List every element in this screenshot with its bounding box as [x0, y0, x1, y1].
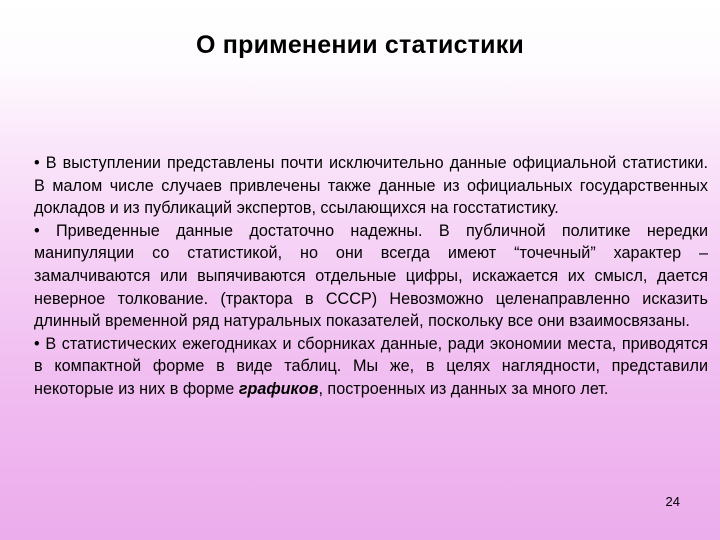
bullet: • [34, 154, 40, 172]
bullet: • [34, 334, 40, 353]
paragraph-data-reliability [34, 220, 708, 333]
paragraph-text: В статистических ежегодниках и сборниках данные, ради экономии места, приводятся в компактной форме в виде таблиц. Мы же, в целях наглядности, представили некоторые из них в форме [34, 334, 709, 398]
paragraph-text: В выступлении представлены почти исключительно данные официальной статистики. В малом числе случаев привлечены также данные из официальных государственных докладов и из публикаций экспертов, ссылающихся на госстатистику. [34, 154, 708, 218]
bullet: • [34, 221, 40, 240]
paragraph-official-statistics [34, 152, 708, 220]
slide-title: О применении статистики [196, 31, 524, 59]
slide-body [34, 152, 708, 401]
paragraph-charts [34, 333, 708, 401]
page-number: 24 [665, 494, 680, 509]
emphasized-word: графиков [238, 379, 319, 398]
paragraph-text-end: , построенных из данных за много лет. [318, 379, 609, 398]
paragraph-text: Приведенные данные достаточно надежны. В публичной политике нередки манипуляции со статистикой, но они всегда имеют “точечный” характер – замалчиваются или выпячиваются отдельные цифры, искажается их смысл, дается неверное толкование. (трактора в СССР) Невозможно целенаправленно исказить длинный временной ряд натуральных показателей, поскольку все они взаимосвязаны. [34, 221, 709, 331]
